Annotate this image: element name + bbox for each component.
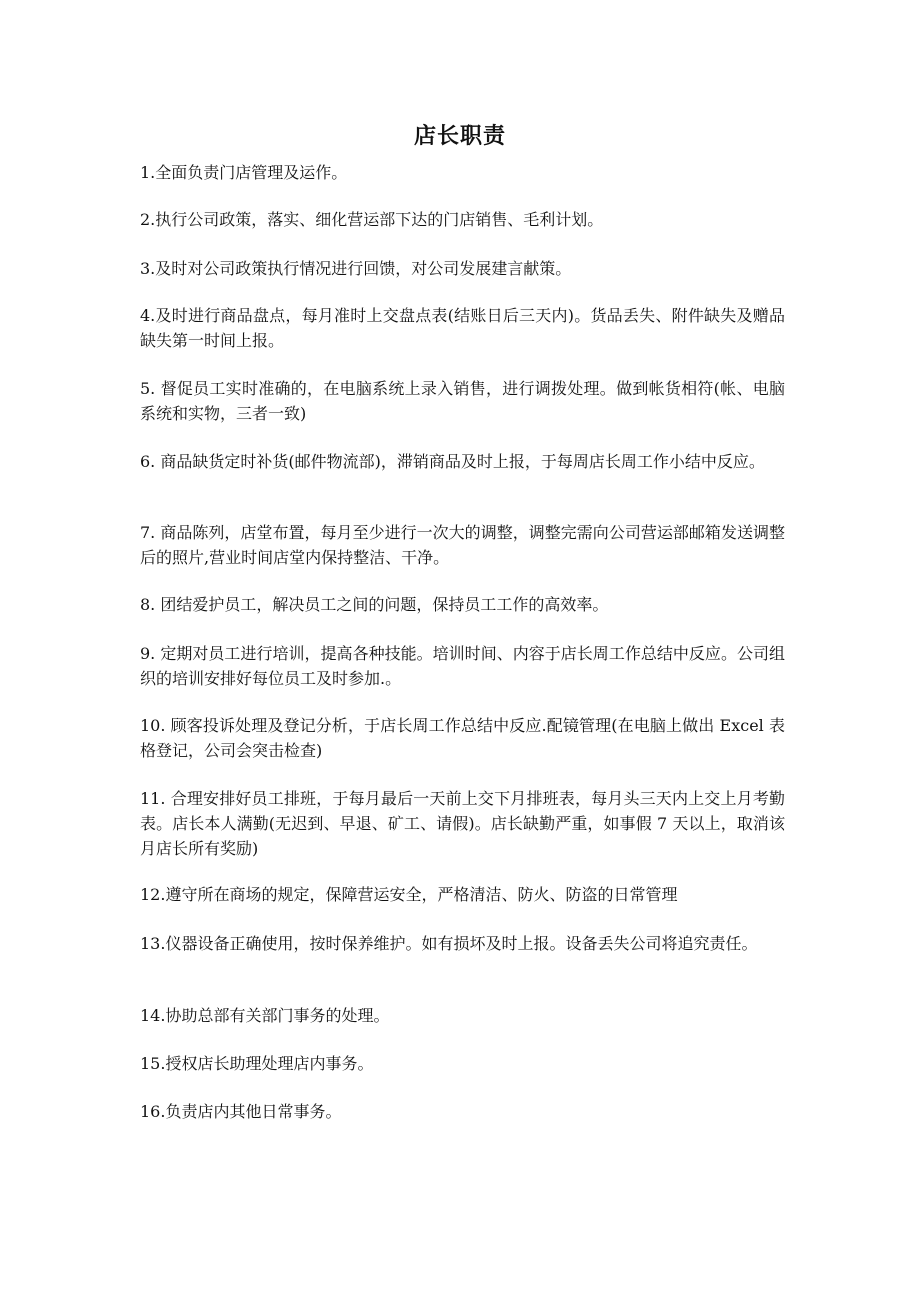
duty-item-9: 9. 定期对员工进行培训，提高各种技能。培训时间、内容于店长周工作总结中反应。公司组织的培训安排好每位员工及时参加.。 bbox=[140, 644, 785, 688]
duty-item-5: 5. 督促员工实时准确的，在电脑系统上录入销售，进行调拨处理。做到帐货相符(帐、电脑系统和实物，三者一致) bbox=[140, 379, 785, 423]
duty-item-12: 12.遵守所在商场的规定，保障营运安全，严格清洁、防火、防盗的日常管理 bbox=[140, 885, 678, 904]
duty-item-4: 4.及时进行商品盘点，每月准时上交盘点表(结账日后三天内)。货品丢失、附件缺失及赠品缺失第一时间上报。 bbox=[140, 306, 785, 350]
duty-item-10: 10. 顾客投诉处理及登记分析，于店长周工作总结中反应.配镜管理(在电脑上做出 Excel 表格登记，公司会突击检查) bbox=[140, 716, 785, 760]
duty-item-2: 2.执行公司政策，落实、细化营运部下达的门店销售、毛利计划。 bbox=[140, 210, 604, 229]
duty-item-6: 6. 商品缺货定时补货(邮件物流部)，滞销商品及时上报，于每周店长周工作小结中反应。 bbox=[140, 452, 765, 471]
page-title: 店长职责 bbox=[413, 123, 506, 149]
duty-item-14: 14.协助总部有关部门事务的处理。 bbox=[140, 1006, 390, 1025]
duty-item-1: 1.全面负责门店管理及运作。 bbox=[140, 163, 348, 182]
duty-item-7: 7. 商品陈列，店堂布置，每月至少进行一次大的调整，调整完需向公司营运部邮箱发送调整后的照片,营业时间店堂内保持整洁、干净。 bbox=[140, 523, 785, 567]
duty-item-8: 8. 团结爱护员工，解决员工之间的问题，保持员工工作的高效率。 bbox=[140, 595, 609, 614]
duty-item-15: 15.授权店长助理处理店内事务。 bbox=[140, 1054, 374, 1073]
duty-item-3: 3.及时对公司政策执行情况进行回馈，对公司发展建言献策。 bbox=[140, 259, 572, 278]
duty-item-11: 11. 合理安排好员工排班，于每月最后一天前上交下月排班表，每月头三天内上交上月考勤表。店长本人满勤(无迟到、早退、矿工、请假)。店长缺勤严重，如事假 7 天以上，取消该月店长所有奖励) bbox=[140, 789, 785, 858]
duty-item-16: 16.负责店内其他日常事务。 bbox=[140, 1102, 342, 1121]
duty-item-13: 13.仪器设备正确使用，按时保养维护。如有损坏及时上报。设备丢失公司将追究责任。 bbox=[140, 934, 758, 953]
